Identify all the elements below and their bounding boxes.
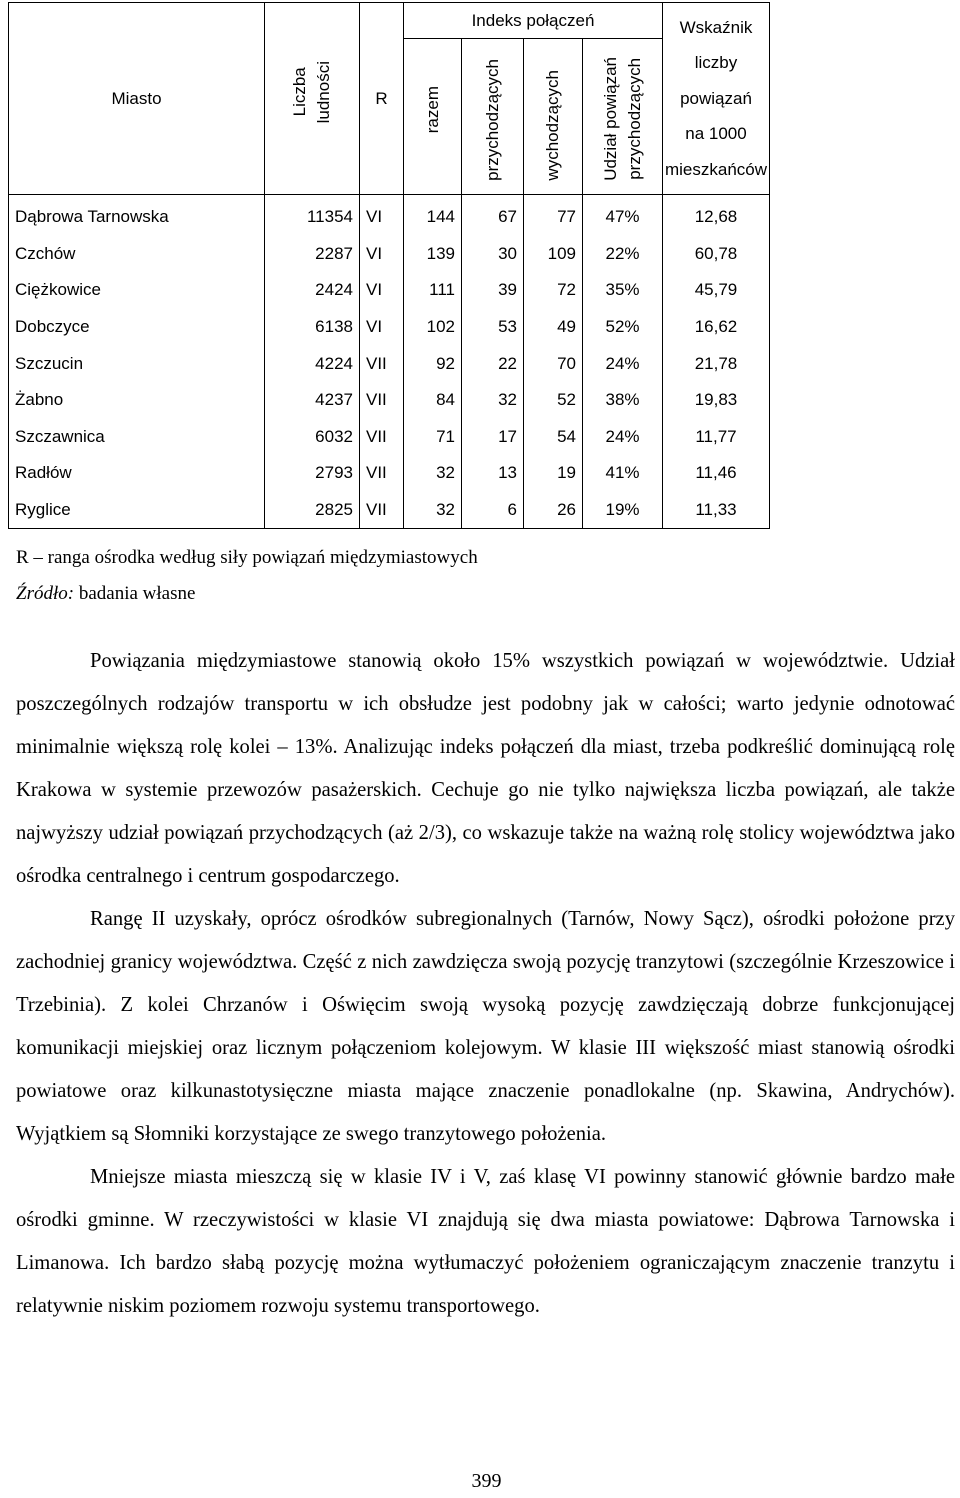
cell-udzial: 19%: [583, 492, 663, 529]
source-text: badania własne: [74, 583, 196, 604]
cell-wskaznik: 11,77: [663, 419, 770, 456]
cell-r: VII: [360, 345, 404, 382]
paragraph: Mniejsze miasta mieszczą się w klasie IV i V, zaś klasę VI powinny stanowić głównie bardzo małe ośrodki gminne. W rzeczywistości w klasie VI znajdują się dwa miasta powiatowe: Dąbrowa Tarnowska i Limanowa. Ich bardzo słabą pozycję można wytłumaczyć położeniem ograniczającym znaczenie tranzytu i relatywnie niskim poziomem rozwoju systemu transportowego.: [16, 1166, 955, 1317]
cell-miasto: Ciężkowice: [9, 272, 265, 309]
cell-udzial: 24%: [583, 419, 663, 456]
cell-wych: 109: [524, 236, 583, 273]
cell-ludnosc: 2287: [265, 236, 360, 273]
cell-razem: 71: [404, 419, 462, 456]
header-udzial: Udział powiązań przychodzących: [583, 39, 663, 195]
cell-ludnosc: 2825: [265, 492, 360, 529]
cell-udzial: 24%: [583, 345, 663, 382]
cell-razem: 111: [404, 272, 462, 309]
cell-miasto: Dobczyce: [9, 309, 265, 346]
cell-razem: 102: [404, 309, 462, 346]
cell-razem: 144: [404, 195, 462, 236]
legend-note: R – ranga ośrodka według siły powiązań międzymiastowych: [16, 547, 478, 568]
cell-razem: 32: [404, 455, 462, 492]
cell-wskaznik: 16,62: [663, 309, 770, 346]
table-row: [9, 455, 770, 492]
cell-udzial: 47%: [583, 195, 663, 236]
cell-udzial: 35%: [583, 272, 663, 309]
cell-udzial: 38%: [583, 382, 663, 419]
cell-r: VII: [360, 382, 404, 419]
source-note: [16, 576, 478, 612]
cell-razem: 139: [404, 236, 462, 273]
header-wychodzacych: wychodzących: [524, 39, 583, 195]
header-r: R: [360, 3, 404, 195]
header-wskaznik: Wskaźnik liczby powiązań na 1000 mieszkańców: [663, 3, 770, 195]
cell-udzial: 41%: [583, 455, 663, 492]
cell-wskaznik: 11,46: [663, 455, 770, 492]
cell-wskaznik: 12,68: [663, 195, 770, 236]
cell-wych: 52: [524, 382, 583, 419]
cell-r: VI: [360, 195, 404, 236]
cell-ludnosc: 6032: [265, 419, 360, 456]
cell-przych: 17: [462, 419, 524, 456]
cell-miasto: Szczawnica: [9, 419, 265, 456]
table-row: [9, 419, 770, 456]
cell-przych: 30: [462, 236, 524, 273]
cell-wych: 70: [524, 345, 583, 382]
cell-przych: 32: [462, 382, 524, 419]
cell-miasto: Szczucin: [9, 345, 265, 382]
table-row: [9, 382, 770, 419]
cell-r: VII: [360, 492, 404, 529]
cell-wskaznik: 45,79: [663, 272, 770, 309]
cell-przych: 39: [462, 272, 524, 309]
cell-r: VI: [360, 309, 404, 346]
cell-miasto: Ryglice: [9, 492, 265, 529]
cell-wskaznik: 60,78: [663, 236, 770, 273]
cell-wskaznik: 19,83: [663, 382, 770, 419]
cell-przych: 67: [462, 195, 524, 236]
cell-razem: 92: [404, 345, 462, 382]
cell-przych: 22: [462, 345, 524, 382]
table-notes: [16, 540, 478, 612]
cell-wych: 19: [524, 455, 583, 492]
paragraph: Rangę II uzyskały, oprócz ośrodków subregionalnych (Tarnów, Nowy Sącz), ośrodki położone przy zachodniej granicy województwa. Część z nich zawdzięcza swoją pozycję tranzytowi (szczególnie Krzeszowice i Trzebinia). Z kolei Chrzanów i Oświęcim swoją wysoką pozycję zawdzięczają dobrze funkcjonującej komunikacji miejskiej oraz licznym połączeniom kolejowym. W klasie III większość miast stanowią ośrodki powiatowe oraz kilkunastotysięczne miasta mające znaczenie ponadlokalne (np. Skawina, Andrychów). Wyjątkiem są Słomniki korzystające ze swego tranzytowego położenia.: [16, 908, 955, 1145]
cell-wskaznik: 21,78: [663, 345, 770, 382]
header-razem: razem: [404, 39, 462, 195]
cell-przych: 13: [462, 455, 524, 492]
table-row: [9, 272, 770, 309]
cell-r: VII: [360, 419, 404, 456]
table-row: [9, 345, 770, 382]
table-body: [9, 195, 770, 529]
cell-miasto: Dąbrowa Tarnowska: [9, 195, 265, 236]
cell-ludnosc: 2793: [265, 455, 360, 492]
cell-razem: 84: [404, 382, 462, 419]
cell-miasto: Radłów: [9, 455, 265, 492]
body-text: [16, 640, 955, 1328]
header-indeks-polaczen: Indeks połączeń: [404, 3, 663, 39]
cell-miasto: Czchów: [9, 236, 265, 273]
cell-ludnosc: 4224: [265, 345, 360, 382]
table-row: [9, 236, 770, 273]
cell-r: VI: [360, 236, 404, 273]
cell-wych: 54: [524, 419, 583, 456]
source-label: Źródło:: [16, 583, 75, 604]
header-przychodzacych: przychodzących: [462, 39, 524, 195]
cell-wskaznik: 11,33: [663, 492, 770, 529]
paragraph: Powiązania międzymiastowe stanowią około 15% wszystkich powiązań w województwie. Udział poszczególnych rodzajów transportu w ich obsłudze jest podobny jak w całości; warto jedynie odnotować minimalnie większą rolę kolei – 13%. Analizując indeks połączeń dla miast, trzeba podkreślić dominującą rolę Krakowa w systemie przewozów pasażerskich. Cechuje go nie tylko największa liczba powiązań, ale także najwyższy udział powiązań przychodzących (aż 2/3), co wskazuje także na ważną rolę stolicy województwa jako ośrodka centralnego i centrum gospodarczego.: [16, 650, 955, 887]
table-row: [9, 309, 770, 346]
cell-r: VI: [360, 272, 404, 309]
cell-ludnosc: 11354: [265, 195, 360, 236]
cell-miasto: Żabno: [9, 382, 265, 419]
city-connections-table: [8, 2, 770, 529]
cell-wych: 72: [524, 272, 583, 309]
table-row: [9, 195, 770, 236]
cell-udzial: 52%: [583, 309, 663, 346]
cell-przych: 6: [462, 492, 524, 529]
cell-ludnosc: 2424: [265, 272, 360, 309]
cell-wych: 49: [524, 309, 583, 346]
cell-udzial: 22%: [583, 236, 663, 273]
cell-przych: 53: [462, 309, 524, 346]
table-row: [9, 492, 770, 529]
header-liczba-ludnosci: Liczba ludności: [265, 3, 360, 195]
cell-wych: 26: [524, 492, 583, 529]
cell-ludnosc: 6138: [265, 309, 360, 346]
cell-wych: 77: [524, 195, 583, 236]
cell-ludnosc: 4237: [265, 382, 360, 419]
page-number: 399: [471, 1470, 502, 1492]
cell-razem: 32: [404, 492, 462, 529]
header-miasto: Miasto: [9, 3, 265, 195]
cell-r: VII: [360, 455, 404, 492]
